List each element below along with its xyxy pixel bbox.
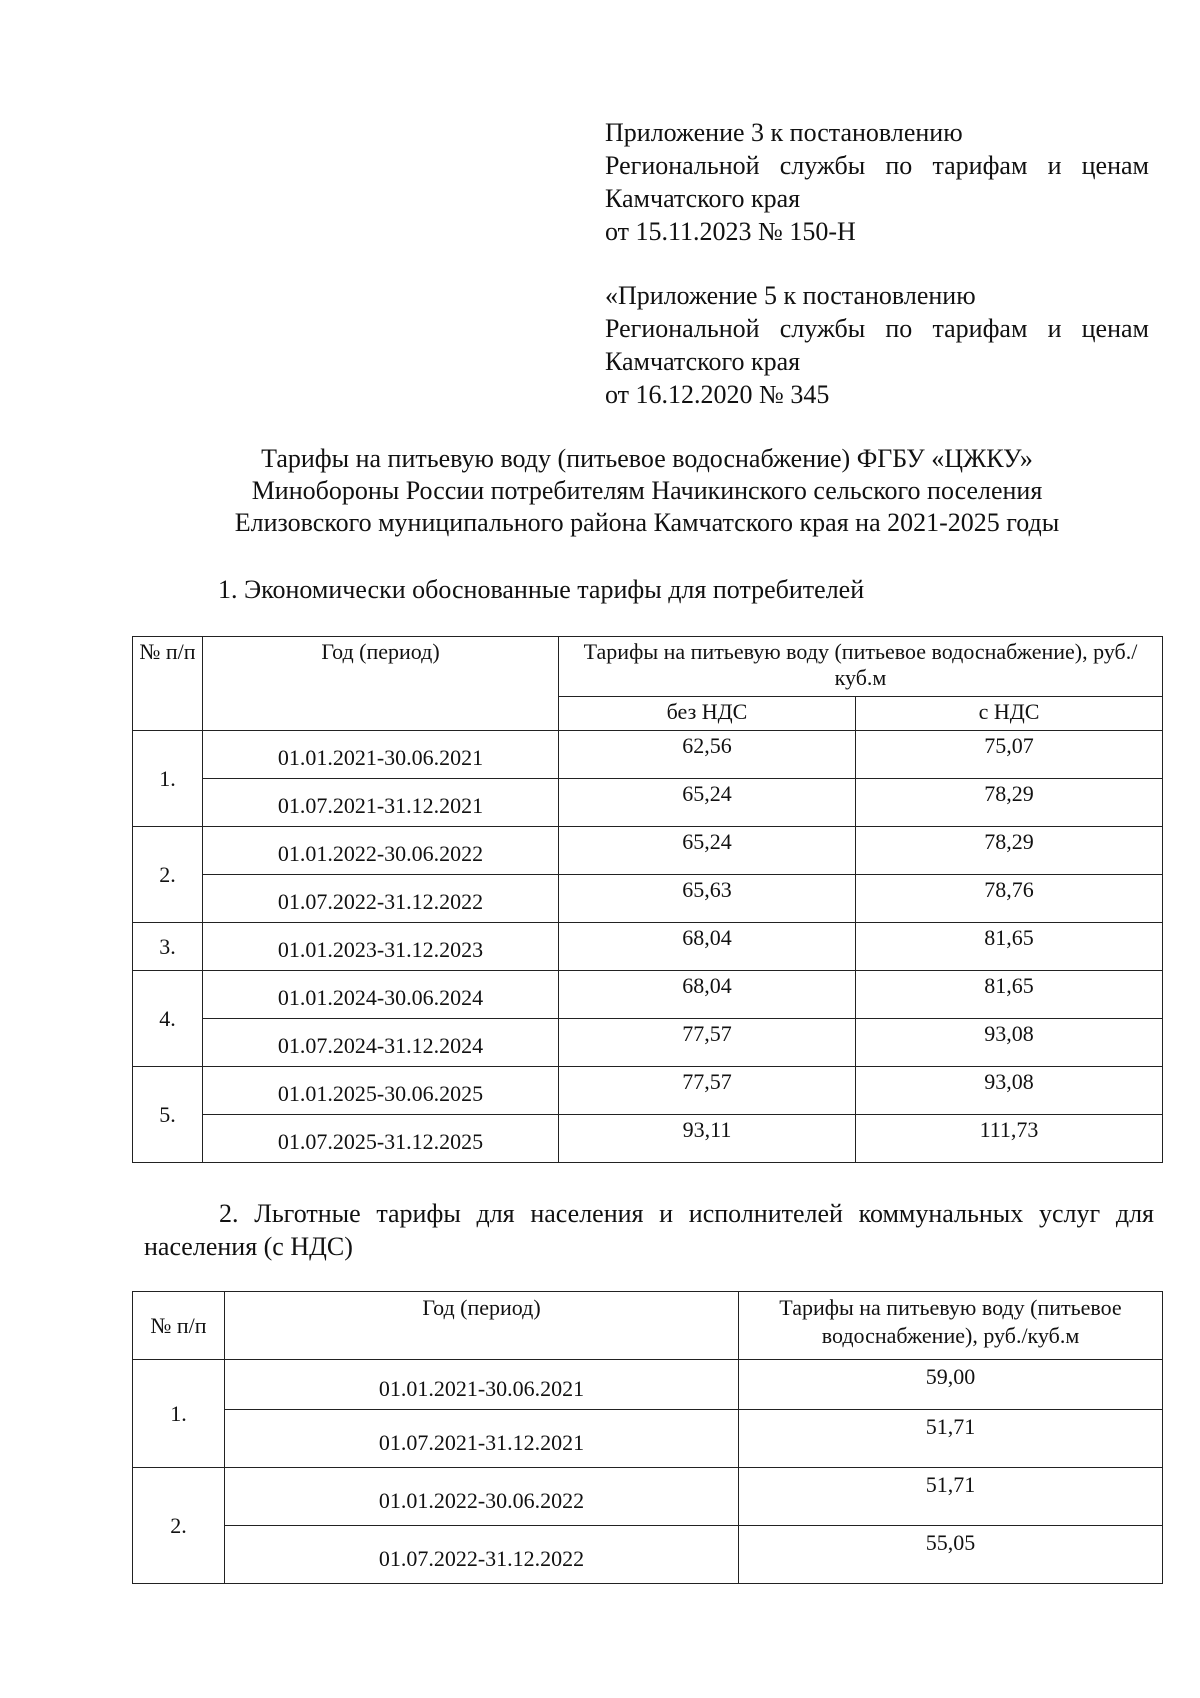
table-row	[133, 779, 1163, 827]
table-row	[133, 731, 1163, 779]
appendix-current-line-4: от 15.11.2023 № 150-Н	[605, 217, 856, 246]
column-header-with-vat: с НДС	[856, 697, 1163, 731]
row-with-vat: 93,08	[856, 1067, 1163, 1115]
economic-tariffs-table	[132, 636, 1163, 1163]
row-number: 1.	[133, 1360, 225, 1468]
table-row	[133, 1360, 1163, 1410]
row-with-vat: 81,65	[856, 971, 1163, 1019]
row-number: 2.	[133, 827, 203, 923]
column-header-tariff: Тарифы на питьевую воду (питьевое водоснабжение), руб./куб.м	[739, 1292, 1163, 1360]
document-title	[132, 443, 1162, 539]
column-header-number: № п/п	[133, 1292, 225, 1360]
table-row	[133, 827, 1163, 875]
row-number: 3.	[133, 923, 203, 971]
row-number: 1.	[133, 731, 203, 827]
row-period: 01.01.2021-30.06.2021	[225, 1360, 739, 1410]
section-2-heading-line-1: 2. Льготные тарифы для населения и исполнителей коммунальных услуг для	[219, 1199, 1154, 1228]
row-with-vat: 78,76	[856, 875, 1163, 923]
table-row	[133, 923, 1163, 971]
appendix-original-header	[605, 279, 1149, 411]
row-with-vat: 111,73	[856, 1115, 1163, 1163]
appendix-original-line-1: «Приложение 5 к постановлению	[605, 281, 976, 310]
column-header-number: № п/п	[133, 637, 203, 731]
row-with-vat: 75,07	[856, 731, 1163, 779]
row-without-vat: 62,56	[559, 731, 856, 779]
row-value: 59,00	[739, 1360, 1163, 1410]
table-row	[133, 1468, 1163, 1526]
table-row	[133, 1019, 1163, 1067]
appendix-current-line-2: Региональной службы по тарифам и ценам	[605, 151, 1149, 180]
table-row	[133, 1067, 1163, 1115]
row-number: 2.	[133, 1468, 225, 1584]
table-row	[133, 1410, 1163, 1468]
title-line-1: Тарифы на питьевую воду (питьевое водоснабжение) ФГБУ «ЦЖКУ»	[261, 444, 1033, 473]
column-header-period: Год (период)	[203, 637, 559, 731]
row-period: 01.01.2025-30.06.2025	[203, 1067, 559, 1115]
row-without-vat: 65,63	[559, 875, 856, 923]
row-without-vat: 77,57	[559, 1067, 856, 1115]
row-number: 5.	[133, 1067, 203, 1163]
appendix-original-line-3: Камчатского края	[605, 347, 801, 376]
row-without-vat: 65,24	[559, 779, 856, 827]
column-header-tariff: Тарифы на питьевую воду (питьевое водоснабжение), руб./куб.м	[559, 637, 1163, 697]
row-period: 01.07.2021-31.12.2021	[203, 779, 559, 827]
row-period: 01.07.2022-31.12.2022	[203, 875, 559, 923]
row-without-vat: 68,04	[559, 971, 856, 1019]
table-row	[133, 1115, 1163, 1163]
appendix-original-line-2: Региональной службы по тарифам и ценам	[605, 314, 1149, 343]
row-with-vat: 93,08	[856, 1019, 1163, 1067]
preferential-tariffs-table	[132, 1291, 1163, 1584]
row-period: 01.07.2025-31.12.2025	[203, 1115, 559, 1163]
row-without-vat: 68,04	[559, 923, 856, 971]
title-line-2: Минобороны России потребителям Начикинского сельского поселения	[251, 476, 1043, 505]
appendix-current-header	[605, 116, 1149, 248]
section-2-heading-line-2: населения (с НДС)	[144, 1232, 353, 1261]
row-period: 01.01.2021-30.06.2021	[203, 731, 559, 779]
row-without-vat: 77,57	[559, 1019, 856, 1067]
table-row	[133, 875, 1163, 923]
column-header-period: Год (период)	[225, 1292, 739, 1360]
title-line-3: Елизовского муниципального района Камчатского края на 2021-2025 годы	[234, 508, 1060, 537]
row-value: 51,71	[739, 1468, 1163, 1526]
row-number: 4.	[133, 971, 203, 1067]
appendix-current-line-1: Приложение 3 к постановлению	[605, 118, 963, 147]
table-row	[133, 971, 1163, 1019]
row-with-vat: 78,29	[856, 779, 1163, 827]
appendix-current-line-3: Камчатского края	[605, 184, 801, 213]
row-without-vat: 93,11	[559, 1115, 856, 1163]
row-period: 01.01.2022-30.06.2022	[225, 1468, 739, 1526]
column-header-without-vat: без НДС	[559, 697, 856, 731]
row-period: 01.07.2024-31.12.2024	[203, 1019, 559, 1067]
row-without-vat: 65,24	[559, 827, 856, 875]
row-period: 01.01.2022-30.06.2022	[203, 827, 559, 875]
row-period: 01.07.2022-31.12.2022	[225, 1526, 739, 1584]
row-with-vat: 81,65	[856, 923, 1163, 971]
row-period: 01.01.2023-31.12.2023	[203, 923, 559, 971]
table-row	[133, 1526, 1163, 1584]
row-period: 01.07.2021-31.12.2021	[225, 1410, 739, 1468]
row-with-vat: 78,29	[856, 827, 1163, 875]
appendix-original-line-4: от 16.12.2020 № 345	[605, 380, 830, 409]
row-value: 51,71	[739, 1410, 1163, 1468]
row-value: 55,05	[739, 1526, 1163, 1584]
section-2-heading	[144, 1197, 1154, 1263]
row-period: 01.01.2024-30.06.2024	[203, 971, 559, 1019]
section-1-heading: 1. Экономически обоснованные тарифы для потребителей	[218, 575, 865, 604]
